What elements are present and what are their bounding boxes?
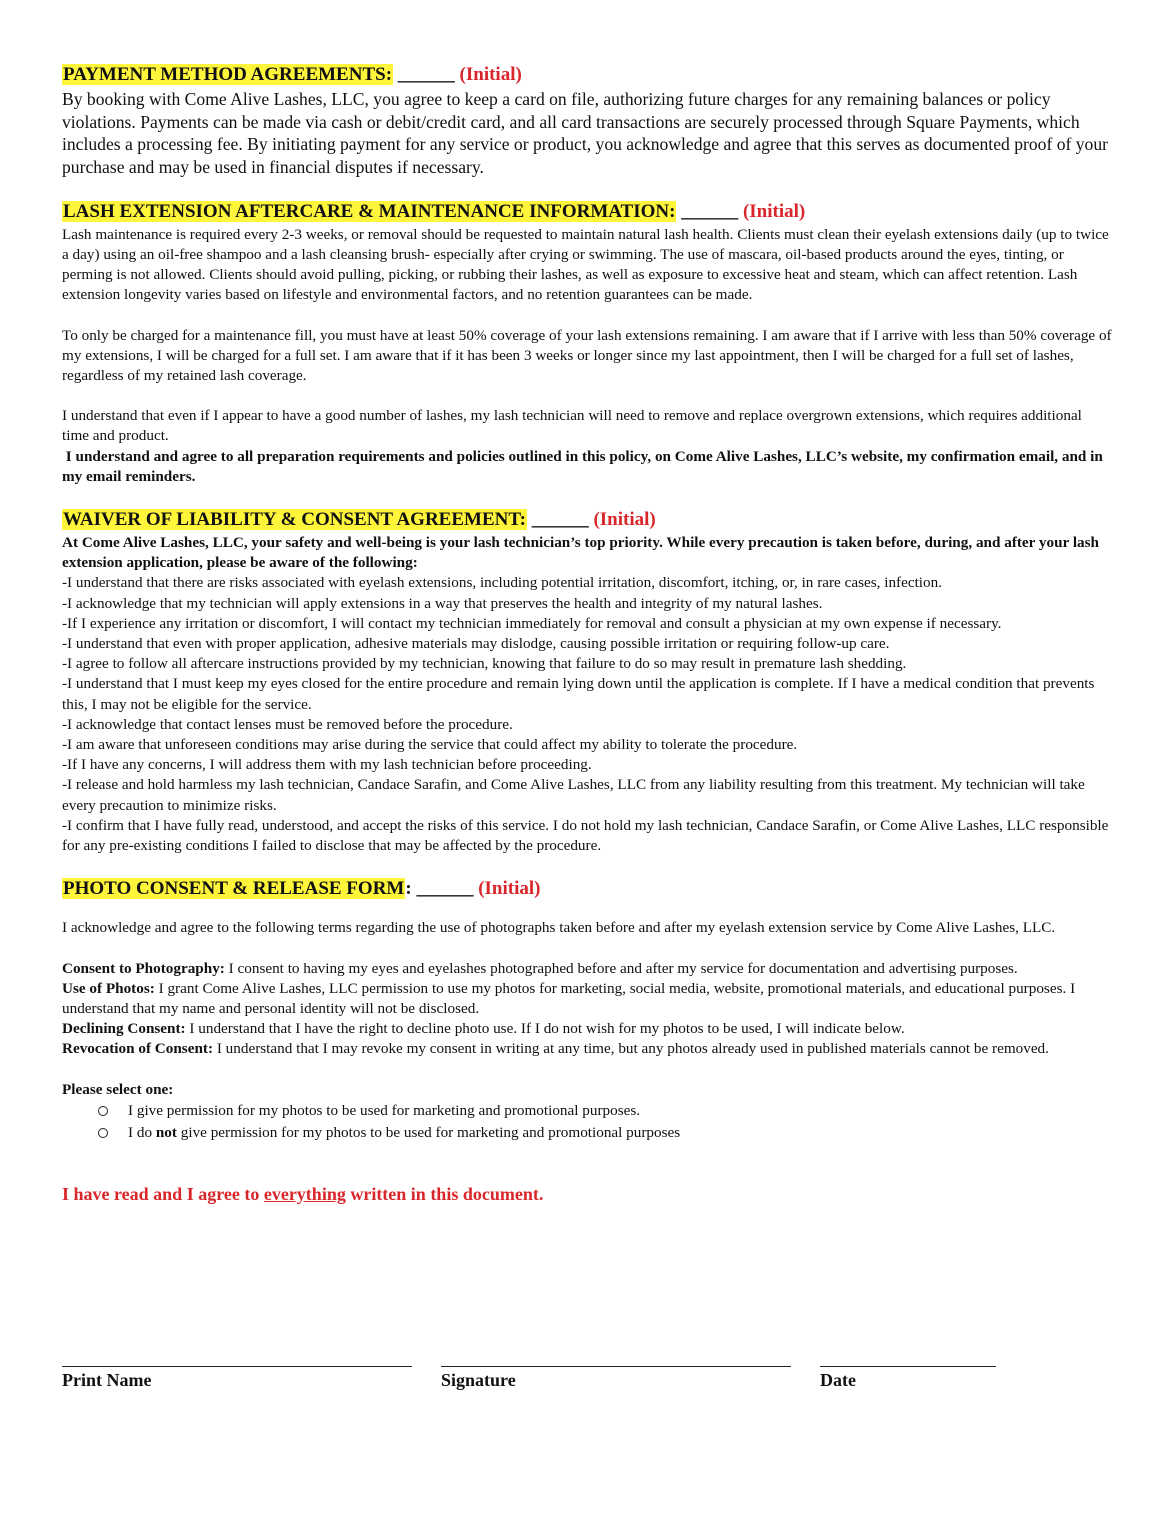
radio-circle-icon[interactable] [98, 1128, 108, 1138]
date-field[interactable] [820, 1348, 996, 1391]
waiver-item: -I confirm that I have fully read, understood, and accept the risks of this service. I do not hold my lash technician, Candace Sarafin, or Come Alive Lashes, LLC responsible for any pre-existing conditions I failed to disclose that may be affected by the procedure. [62, 816, 1109, 855]
waiver-item: -I acknowledge that contact lenses must be removed before the procedure. [62, 715, 513, 733]
waiver-item: -I understand that even with proper application, adhesive materials may dislodge, causing possible irritation or requiring follow-up care. [62, 635, 890, 653]
signature-line[interactable] [441, 1366, 791, 1367]
date-line[interactable] [820, 1366, 996, 1367]
payment-initial-label: (Initial) [459, 64, 522, 85]
waiver-item: -If I have any concerns, I will address them with my lash technician before proceeding. [62, 756, 592, 774]
waiver-item: -I understand that there are risks associated with eyelash extensions, including potential irritation, discomfort, itching, or, in rare cases, infection. [62, 574, 943, 592]
photo-term-text: I grant Come Alive Lashes, LLC permission to use my photos for marketing, social media, website, promotional materials, and educational purposes. I understand that my name and personal identity will not be disclosed. [62, 979, 1076, 1017]
photo-term-label: Declining Consent: [62, 1020, 186, 1038]
photo-option-permit-label: I give permission for my photos to be used for marketing and promotional purposes. [128, 1101, 641, 1119]
photo-heading-colon: : [405, 878, 412, 900]
radio-circle-icon[interactable] [98, 1106, 108, 1116]
photo-term [62, 1039, 1112, 1059]
photo-term-text: I consent to having my eyes and eyelashes photographed before and after my service for documentation and advertising purposes. [224, 959, 1018, 977]
waiver-item: -I am aware that unforeseen conditions may arise during the service that could affect my ability to tolerate the procedure. [62, 736, 798, 754]
photo-select-label: Please select one: [62, 1080, 174, 1098]
photo-section [62, 876, 1112, 1143]
payment-body: By booking with Come Alive Lashes, LLC, you agree to keep a card on file, authorizing future charges for any remaining balances or policy violations. Payments can be made via cash or debit/credit card, and all card transactions are securely processed through Square Payments, which includes a processing fee. By initiating payment for any service or product, you acknowledge and agree that this serves as documented proof of your purchase and may be used in financial disputes if necessary. [62, 89, 1109, 178]
waiver-initial-label: (Initial) [593, 509, 656, 531]
photo-term-label: Use of Photos: [62, 979, 155, 997]
aftercare-paragraph-2: To only be charged for a maintenance fill, you must have at least 50% coverage of your lash extensions remaining. I am aware that if I arrive with less than 50% coverage of my extensions, I will be charged for a full set. I am aware that if it has been 3 weeks or longer since my last appointment, then I will be charged for a full set of lashes, regardless of my retained lash coverage. [62, 326, 1112, 385]
aftercare-heading: LASH EXTENSION AFTERCARE & MAINTENANCE INFORMATION: [63, 200, 676, 222]
document-page [62, 62, 1112, 1206]
aftercare-paragraph-3: I understand that even if I appear to have a good number of lashes, my lash technician will need to remove and replace overgrown extensions, which requires additional time and product. [62, 407, 1082, 445]
photo-intro: I acknowledge and agree to the following terms regarding the use of photographs taken before and after my eyelash extension service by Come Alive Lashes, LLC. [62, 919, 1056, 937]
waiver-item: -If I experience any irritation or discomfort, I will contact my technician immediately for removal and consult a physician at my own expense if necessary. [62, 614, 1002, 632]
photo-option-deny[interactable] [98, 1122, 1112, 1144]
agreement-underlined: everything [263, 1183, 346, 1204]
signature-label: Signature [441, 1370, 516, 1390]
payment-initial-blank[interactable]: ______ [397, 64, 455, 85]
photo-initial-label: (Initial) [478, 878, 541, 900]
photo-term [62, 1019, 1112, 1039]
waiver-item: -I release and hold harmless my lash technician, Candace Sarafin, and Come Alive Lashes, LLC from any liability resulting from this treatment. My technician will take every precaution to minimize risks. [62, 776, 1085, 814]
photo-term-label: Revocation of Consent: [62, 1040, 214, 1058]
photo-term [62, 959, 1112, 979]
photo-option-permit[interactable] [98, 1100, 1112, 1122]
agreement-pre: I have read and I agree to [62, 1183, 264, 1204]
waiver-heading-row [62, 507, 1112, 533]
payment-heading: PAYMENT METHOD AGREEMENTS: [63, 64, 393, 85]
aftercare-initial-blank[interactable]: ______ [681, 200, 739, 222]
photo-heading: PHOTO CONSENT & RELEASE FORM [63, 878, 405, 900]
photo-option-deny-pre: I do [128, 1123, 156, 1141]
aftercare-heading-row [62, 199, 1112, 225]
aftercare-paragraph-4: I understand and agree to all preparation requirements and policies outlined in this policy, on Come Alive Lashes, LLC’s website, my confirmation email, and in my email reminders. [62, 447, 1107, 485]
photo-option-deny-post: give permission for my photos to be used for marketing and promotional purposes [176, 1123, 681, 1141]
payment-section [62, 62, 1112, 179]
photo-term-text: I understand that I may revoke my consent in writing at any time, but any photos already used in published materials cannot be removed. [213, 1040, 1049, 1058]
date-label: Date [820, 1370, 856, 1390]
waiver-intro: At Come Alive Lashes, LLC, your safety and well-being is your lash technician’s top priority. While every precaution is taken before, during, and after your lash extension application, please be aware of the following: [62, 534, 1100, 572]
photo-option-deny-not: not [155, 1123, 177, 1141]
aftercare-initial-label: (Initial) [742, 200, 806, 222]
waiver-item: -I understand that I must keep my eyes closed for the entire procedure and remain lying down until the application is complete. If I have a medical condition that prevents this, I may not be eligible for the service. [62, 675, 1095, 713]
print-name-field[interactable] [62, 1348, 412, 1391]
agreement-post: written in this document. [345, 1183, 544, 1204]
agreement-statement [62, 1182, 1112, 1206]
print-name-line[interactable] [62, 1366, 412, 1367]
payment-heading-row [62, 62, 1112, 88]
aftercare-paragraph-1: Lash maintenance is required every 2-3 weeks, or removal should be requested to maintain natural lash health. Clients must clean their eyelash extensions daily (up to twice a day) using an oil-free shampoo and a lash cleansing brush- especially after crying or swimming. The use of mascara, oil-based products around the eyes, tinting, or perming is not allowed. Clients should avoid pulling, picking, or rubbing their lashes, as well as exposure to excessive heat and steam, which can affect retention. Lash extension longevity varies based on lifestyle and environmental factors, and no retention guarantees can be made. [62, 225, 1109, 304]
photo-initial-blank[interactable]: ______ [416, 878, 474, 900]
signature-block [62, 1348, 1112, 1388]
aftercare-section [62, 199, 1112, 487]
photo-term-label: Consent to Photography: [62, 959, 225, 977]
waiver-initial-blank[interactable]: ______ [531, 509, 589, 531]
photo-term-text: I understand that I have the right to decline photo use. If I do not wish for my photos to be used, I will indicate below. [185, 1020, 905, 1038]
photo-option-deny-label [128, 1122, 680, 1144]
print-name-label: Print Name [62, 1370, 152, 1390]
waiver-item: -I agree to follow all aftercare instructions provided by my technician, knowing that failure to do so may result in premature lash shedding. [62, 655, 907, 673]
photo-heading-row [62, 876, 1112, 902]
photo-term [62, 979, 1112, 1019]
waiver-heading: WAIVER OF LIABILITY & CONSENT AGREEMENT: [63, 509, 526, 531]
waiver-item: -I acknowledge that my technician will apply extensions in a way that preserves the health and integrity of my natural lashes. [62, 594, 823, 612]
waiver-section [62, 507, 1112, 856]
signature-field[interactable] [441, 1348, 791, 1391]
